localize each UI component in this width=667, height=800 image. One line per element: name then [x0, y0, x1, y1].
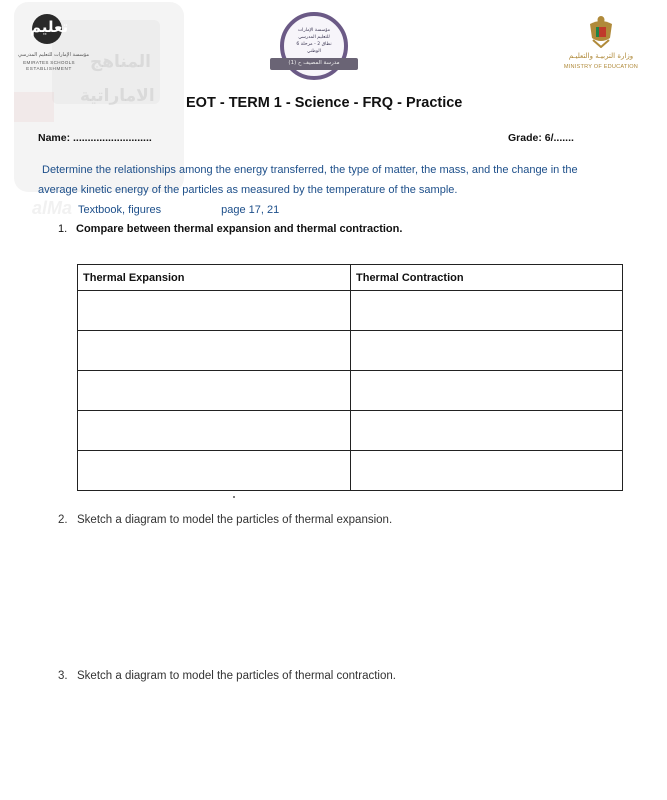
ministry-arabic-name: وزارة التربيـة والتعليـم — [568, 52, 634, 60]
expansion-answer-cell[interactable] — [78, 331, 351, 371]
question-1-text: Compare between thermal expansion and thermal contraction. — [76, 223, 403, 235]
badge-line-4: الوطني — [307, 49, 321, 54]
contraction-answer-cell[interactable] — [351, 291, 623, 331]
header-thermal-contraction: Thermal Contraction — [351, 265, 623, 291]
badge-line-2: للتعليم المدرسي — [298, 35, 330, 40]
question-1-number: 1. — [58, 223, 68, 235]
question-2-number: 2. — [58, 514, 68, 526]
table-row — [78, 371, 623, 411]
stray-dot — [233, 496, 235, 498]
contraction-answer-cell[interactable] — [351, 411, 623, 451]
badge-line-3: نطاق 2 - مرحلة 6 — [296, 42, 332, 47]
watermark-text-arabic-2: الاماراتية — [80, 86, 155, 106]
badge-ribbon-text: مدرسة المصيف ح (1) — [288, 60, 340, 66]
badge-ribbon — [270, 58, 358, 70]
page-title: EOT - TERM 1 - Science - FRQ - Practice — [186, 95, 463, 111]
table-row — [78, 411, 623, 451]
logo-arabic-name: مؤسسة الإمارات للتعليم المدرسي — [18, 52, 90, 58]
name-field-label: Name: ........................... — [38, 132, 152, 144]
contraction-answer-cell[interactable] — [351, 371, 623, 411]
expansion-answer-cell[interactable] — [78, 371, 351, 411]
table-row — [78, 451, 623, 491]
logo-mark-text: تعليم — [30, 18, 69, 36]
question-3-text: Sketch a diagram to model the particles of thermal contraction. — [77, 670, 396, 682]
logo-english-name-1: EMIRATES SCHOOLS — [23, 60, 75, 65]
comparison-table — [77, 264, 623, 491]
reference-pages: page 17, 21 — [221, 204, 280, 216]
reference-source: Textbook, figures — [78, 204, 162, 216]
watermark-text-latin: alMa — [32, 198, 73, 218]
contraction-answer-cell[interactable] — [351, 451, 623, 491]
contraction-answer-cell[interactable] — [351, 331, 623, 371]
emirates-schools-logo — [18, 12, 90, 78]
question-2-text: Sketch a diagram to model the particles of thermal expansion. — [77, 514, 393, 526]
objective-line-2: average kinetic energy of the particles as measured by the temperature of the sample. — [38, 184, 458, 196]
question-3-number: 3. — [58, 670, 68, 682]
expansion-answer-cell[interactable] — [78, 451, 351, 491]
table-row — [78, 331, 623, 371]
ministry-of-education-logo — [560, 14, 642, 78]
question-2 — [58, 514, 392, 526]
ministry-english-name: MINISTRY OF EDUCATION — [563, 64, 639, 70]
badge-line-1: مؤسسة الإمارات — [297, 28, 331, 33]
logo-english-name-2: ESTABLISHMENT — [26, 66, 72, 71]
learning-objective — [38, 160, 633, 200]
table-header-row — [78, 265, 623, 291]
watermark-text-arabic-1: المناهج — [90, 52, 151, 72]
objective-line-1: Determine the relationships among the energy transferred, the type of matter, the mass, and the change in the — [42, 164, 578, 176]
question-3 — [58, 670, 396, 682]
watermark-strip — [14, 92, 54, 122]
header-thermal-expansion: Thermal Expansion — [78, 265, 351, 291]
textbook-reference — [78, 204, 279, 216]
table-row — [78, 291, 623, 331]
expansion-answer-cell[interactable] — [78, 411, 351, 451]
question-1 — [58, 223, 402, 235]
expansion-answer-cell[interactable] — [78, 291, 351, 331]
eagle-emblem-icon — [587, 14, 615, 48]
grade-field-label: Grade: 6/....... — [508, 132, 574, 144]
